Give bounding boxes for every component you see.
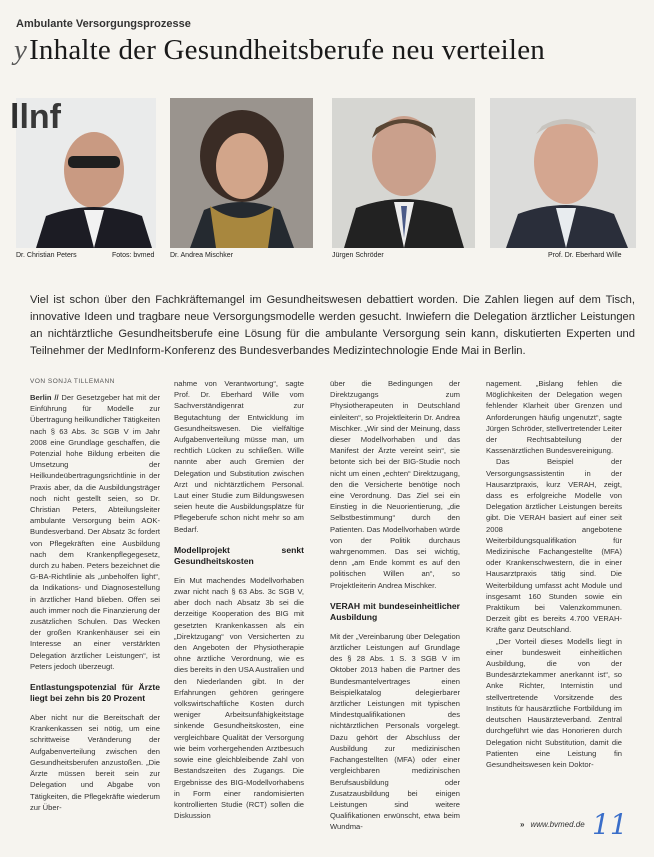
website-link[interactable]: www.bvmed.de [530, 820, 585, 829]
article-column-4 [486, 378, 622, 770]
subhead-entlastung: Entlastungspotenzial für Ärzte liegt bei zehn bis 20 Prozent [30, 682, 160, 704]
column-1-paragraph-2: Aber nicht nur die Bereitschaft der Krankenkassen sei nötig, um eine schrittweise Veränderung der Aufgabenverteilung zwischen den Gesundheitsberufen anzustoßen. „Die Ärzte müssen bereit sein zur Delegation und Abgabe von Tätigkeiten, die Pflegekräfte wiederum zur Über- [30, 713, 160, 812]
dateline: Berlin // [30, 393, 59, 402]
lead-paragraph: Viel ist schon über den Fachkräftemangel im Gesundheitswesen debattiert worden. Die Zahlen liegen auf dem Tisch, innovative Ideen und tragbare neue Versorgungsmodelle werden gesucht. Inwiefern die Delegation ärztlicher Leistungen an nichtärztliche Gesundheitsberufe eine Lösung für die ambulante Versorgung sein kann, diskutierten Experten und Teilnehmer der MedInform-Konferenz des Bundesverbandes Medizintechnologie Ende Mai in Berlin. [30, 294, 635, 357]
photo-mischker [170, 98, 313, 248]
column-4-paragraph-1: nagement. „Bislang fehlen die Möglichkeiten der Delegation wegen fehlender Klarheit über Grenzen und Anforderungen häufig ungenutzt“, sagte Jürgen Schröder, stellvertretender Leiter der Rechtsabteilung der Kassenärztlichen Bundesvereinigung. [486, 379, 622, 456]
column-2-paragraph-2: Ein Mut machendes Modellvorhaben zwar nicht nach § 63 Abs. 3c SGB V, aber doch nach Absatz 3b sei die derzeitige Kooperation des BIG mit gesetzten Krankenkassen als ein „Direktzugang“ von Versicherten zu den Angeboten der Physiotherapie ohne ärztliche Verordnung, wie es dies bereits in den USA Australien und den Niederlanden gibt. In der Erfahrungen gehören geringere volkswirtschaftliche Kosten durch weniger Arbeitsunfähigkeitstage sinkende Gesundheitskosten, eine vergleichbare Qualität der Versorgung wie beim vorhergehenden Arztbesuch sowie eine gleichbleibende Zahl von Bestandszeiten des Zugangs. Die Ergebnisse des BIG-Modellvorhabens in Form einer randomisierten kontrollierten Studie (RCT) sollen die Diskussion [174, 575, 304, 821]
handwritten-page-number: 11 [592, 808, 628, 841]
portrait-mischker-image [170, 98, 313, 248]
caption-peters: Dr. Christian Peters [16, 252, 77, 259]
column-4-paragraph-3: „Der Vorteil dieses Modells liegt in einer bundesweit einheitlichen Ausbildung, die von der Bundesärztekammer anerkannt ist“, so Anke Richter, Internistin und stellvertretende Vorsitzende des Instituts für hausärztliche Fortbildung im deutschen Hausärzteverband. Zentral durchgeführt wie das Honorieren durch Delegation nicht Substitution, damit die Patienten eine Leistung fin Gesundheitswesen kein Doktor- [486, 636, 622, 769]
portrait-wille-image [490, 98, 636, 248]
caption-wille: Prof. Dr. Eberhard Wille [548, 252, 622, 259]
column-3-paragraph-2: Mit der „Vereinbarung über Delegation ärztlicher Leistungen auf Grundlage des § 28 Abs. 1 S. 3 SGB V im Oktober 2013 haben die Partner des Bundesmantelvertrages einen Beispielkatalog delegierbarer ärztlicher Leistungen mit typischen Mindestqualifikationen des nichtärztlichen Personals vorgelegt. Dazu gehört der Abschluss der Ausbildung zur medizinischen Fachangestellten (MFA) oder einer vergleichbaren medizinischen Berufsausbildung oder Zusatzausbildung bei einigen Leistungen sind weitere Qualifikationen erwünscht, etwa beim Wundma- [330, 631, 460, 832]
photo-wille [490, 98, 636, 248]
column-1-paragraph-1: Berlin // Der Gesetzgeber hat mit der Einführung für Modelle zur Übertragung heilkundlicher Tätigkeiten nach § 63 Abs. 3c SGB V im Jahr 2008 eine Grundlage geschaffen, die Potenzial hohe Bildung erbeiten die Umsetzung der Heilkundeübertragungsrichtlinie in der Praxis aber, da die Ausbildungsträger noch nicht gestellt seien, so Dr. Christian Peters, Abteilungsleiter ambulante Versorgung beim AOK-Bundesverband. Der Absatz 3c fordert von Pflegekräften eine Ausbildung nach dem Krankenpflegegesetz, durch zu haben. Peters bezeichnet die G-BA-Richtlinie als „unbeholfen light“, da Indikations- und Diagnosestellung in ärztlicher Hand blieben. Offen sei auch immer noch die Finanzierung der zusätzlichen Schulen. Das Wecken der großen Krankenhäuser sei ein Interesse an einer verstärkten Delegation ärztlicher Leistungen“, ist Peters jedoch überzeugt. [30, 393, 160, 671]
svg-text:llnf: llnf [10, 98, 61, 136]
column-4-paragraph-2: Das Beispiel der Versorgungsassistentin in der Hausarztpraxis, kurz VERAH, zeigt, dass es erfolgreiche Modelle von Delegation ärztlicher Leistungen bereits gibt. Die VERAH basiert auf einer seit 2008 angebotene Weiterbildungsqualifikation für Medizinische Fachangestellte (MFA) oder Krankenschwestern, die in einer Hausarztpraxis tätig sind. Die Weiterbildung umfasst acht Module und insgesamt 160 Stunden sowie ein Praktikum bei Valenzkommunen. Derzeit gibt es bereits 4.700 VERAH-Kräfte ganz Deutschland. [486, 457, 622, 635]
column-3-paragraph-1: über die Bedingungen der Direktzugangs zum Physiotherapeuten in Deutschland einleiten“, so Projektleiterin Dr. Andrea Mischker. „Wir sind der Meinung, dass dieser Modellvorhaben und das Manifest der Ärzte vereint sein“, sie betonte sich bei der BIG-Studie noch nicht um einen „echten“ Direktzugang, den die Versicherte benötige noch eine Verordnung. Das Ziel sei ein Einstieg in die Neuorientierung, „die Selbstbestimmung“ durch den Patienten. Das Modellvorhaben würde von der Politik durchaus wahrgenommen. Das sei wichtig, denn „am Ende kommt es auf den politischen Willen an“, so Projektleiterin Andrea Mischker. [330, 379, 460, 590]
caption-schroeder: Jürgen Schröder [332, 252, 384, 259]
portrait-peters-image [10, 98, 156, 248]
photo-peters [10, 98, 156, 248]
page-footer [520, 820, 585, 829]
column-2-paragraph-1: nahme von Verantwortung“, sagte Prof. Dr. Eberhard Wille vom Sachverständigenrat zur Begutachtung der Entwicklung im Gesundheitswesen. Die vielfältige Aufgabenverteilung müsse man, um rechtlich Lücken zu schließen. Wille nannte aber auch Gremien der Delegation und Substitution zwischen Arzt und nichtärztlichem Personal. Laut einer Studie zum Bildungswesen seien heute die Ausbildungsplätze für Pflegeberufe schon nicht mehr so am Bedarf. [174, 379, 304, 534]
kicker: Ambulante Versorgungsprozesse [16, 18, 191, 30]
headline [14, 34, 644, 67]
portrait-schroeder-image [332, 98, 475, 248]
article-column-2 [174, 378, 304, 821]
headline-text: Inhalte der Gesundheitsberufe neu verteilen [29, 34, 545, 66]
subhead-verah: VERAH mit bundeseinheitlicher Ausbildung [330, 600, 460, 622]
caption-mischker: Dr. Andrea Mischker [170, 252, 234, 259]
byline: VON SONJA TILLEMANN [30, 378, 115, 385]
article-column-3 [330, 378, 460, 833]
photo-strip [0, 98, 654, 268]
photo-schroeder [332, 98, 475, 248]
article-column-1 [30, 392, 160, 813]
arrow-icon: » [520, 820, 525, 829]
subhead-modellprojekt: Modellprojekt senkt Gesundheitskosten [174, 544, 304, 566]
handwritten-mark-icon: y [14, 34, 28, 66]
photo-credit: Fotos: bvmed [112, 252, 155, 259]
